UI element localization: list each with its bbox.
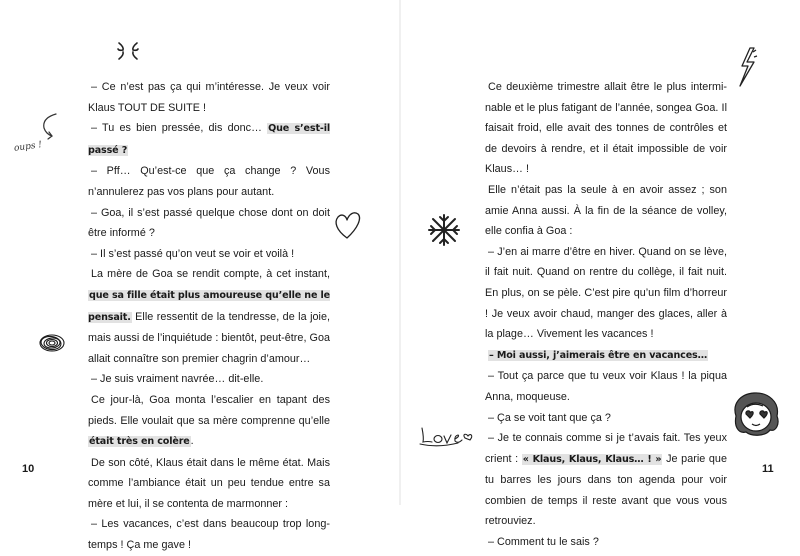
paragraph: Ce deuxième trimestre allait être le plus intermi-nable et le plus fatigant de l’année, songea Goa. Il faisait froid, elle avait des tonnes de contrôles et de devoirs à rendre, et il était impossible de voir Klaus… ! — [485, 81, 727, 176]
paragraph: Elle n’était pas la seule à en avoir assez ; son amie Anna aussi. À la fin de la séance de volley, elle confia à Goa : — [485, 183, 727, 238]
highlighted-phrase: que sa fille était plus amoureuse qu’elle ne le pensait. — [88, 289, 330, 323]
paragraph-text: Je parie que tu barres les jours dans ton agenda pour voir combien de temps il reste avant que vous vous retrouviez. — [485, 452, 727, 528]
paragraph — [485, 345, 727, 367]
paragraph: – Comment tu le sais ? — [488, 536, 599, 549]
paragraph-text: . — [190, 435, 194, 448]
paragraph: De son côté, Klaus était dans le même état. Mais comme l’ambiance était un peu tendue entre sa mère et lui, il se contenta de marmonner : — [88, 456, 330, 510]
paragraph — [88, 264, 330, 369]
scribble-icon — [38, 332, 66, 354]
heart-icon — [332, 208, 362, 242]
margin-note-oups: oups ! — [13, 140, 43, 154]
highlighted-phrase: Que s’est-il passé ? — [88, 123, 330, 156]
paragraph — [485, 428, 727, 532]
lightning-icon — [734, 46, 758, 90]
girl-face-icon — [730, 390, 782, 440]
paragraph-text: – Tu es bien pressée, dis donc… — [91, 122, 268, 135]
right-text-column — [485, 77, 727, 553]
paragraph: – Les vacances, c’est dans beaucoup trop long-temps ! Ça me gave ! — [88, 518, 330, 552]
paragraph: – Tout ça parce que tu veux voir Klaus ! la piqua Anna, moqueuse. — [485, 370, 727, 403]
page-number-left: 10 — [22, 463, 35, 475]
left-page — [0, 0, 400, 552]
paragraph: – Ce n’est pas ça qui m’intéresse. Je veux voir Klaus TOUT DE SUITE ! — [88, 81, 330, 114]
paragraph-text: La mère de Goa se rendit compte, à cet instant, — [91, 268, 330, 281]
highlighted-phrase: « Klaus, Klaus, Klaus… ! » — [522, 453, 662, 465]
paragraph: – Pff… Qu’est-ce que ça change ? Vous n’annulerez pas vos plans pour autant. — [88, 165, 330, 198]
paragraph: – Il s’est passé qu’on veut se voir et voilà ! — [91, 247, 295, 260]
paragraph: – Goa, il s’est passé quelque chose dont on doit être informé ? — [88, 206, 330, 240]
paragraph — [88, 390, 330, 453]
paragraph-text: Ce jour-là, Goa monta l’escalier en tapant des pieds. Elle voulait que sa mère comprenne qu’elle — [88, 393, 330, 427]
love-scribble-icon — [418, 424, 474, 448]
paragraph-text: – Je te connais comme si je t’avais fait. Tes yeux crient : — [485, 432, 727, 465]
paragraph: – J’en ai marre d’être en hiver. Quand on se lève, il fait nuit. Quand on rentre du collège, il fait nuit. En plus, on se pèle. C’est pire qu’un film d’horreur ! Je veux avoir chaud, manger des glaces, aller à la plage… Vivement les vacances ! — [485, 245, 727, 341]
snowflake-icon — [427, 213, 461, 247]
angry-vein-icon — [116, 40, 140, 62]
paragraph: – Ça se voit tant que ça ? — [488, 411, 611, 424]
left-text-column — [88, 77, 330, 556]
paragraph-text: Elle ressentit de la tendresse, de la joie, mais aussi de l’inquiétude : bientôt, peut-être, Goa allait connaître son premier chagrin d’amour… — [88, 310, 330, 365]
paragraph: – Je suis vraiment navrée… dit-elle. — [91, 373, 264, 386]
highlighted-phrase: était très en colère — [89, 436, 190, 448]
paragraph — [88, 118, 330, 161]
highlighted-phrase: – Moi aussi, j’aimerais être en vacances… — [489, 349, 708, 361]
page-number-right: 11 — [762, 463, 774, 475]
curved-arrow-icon — [40, 112, 62, 142]
